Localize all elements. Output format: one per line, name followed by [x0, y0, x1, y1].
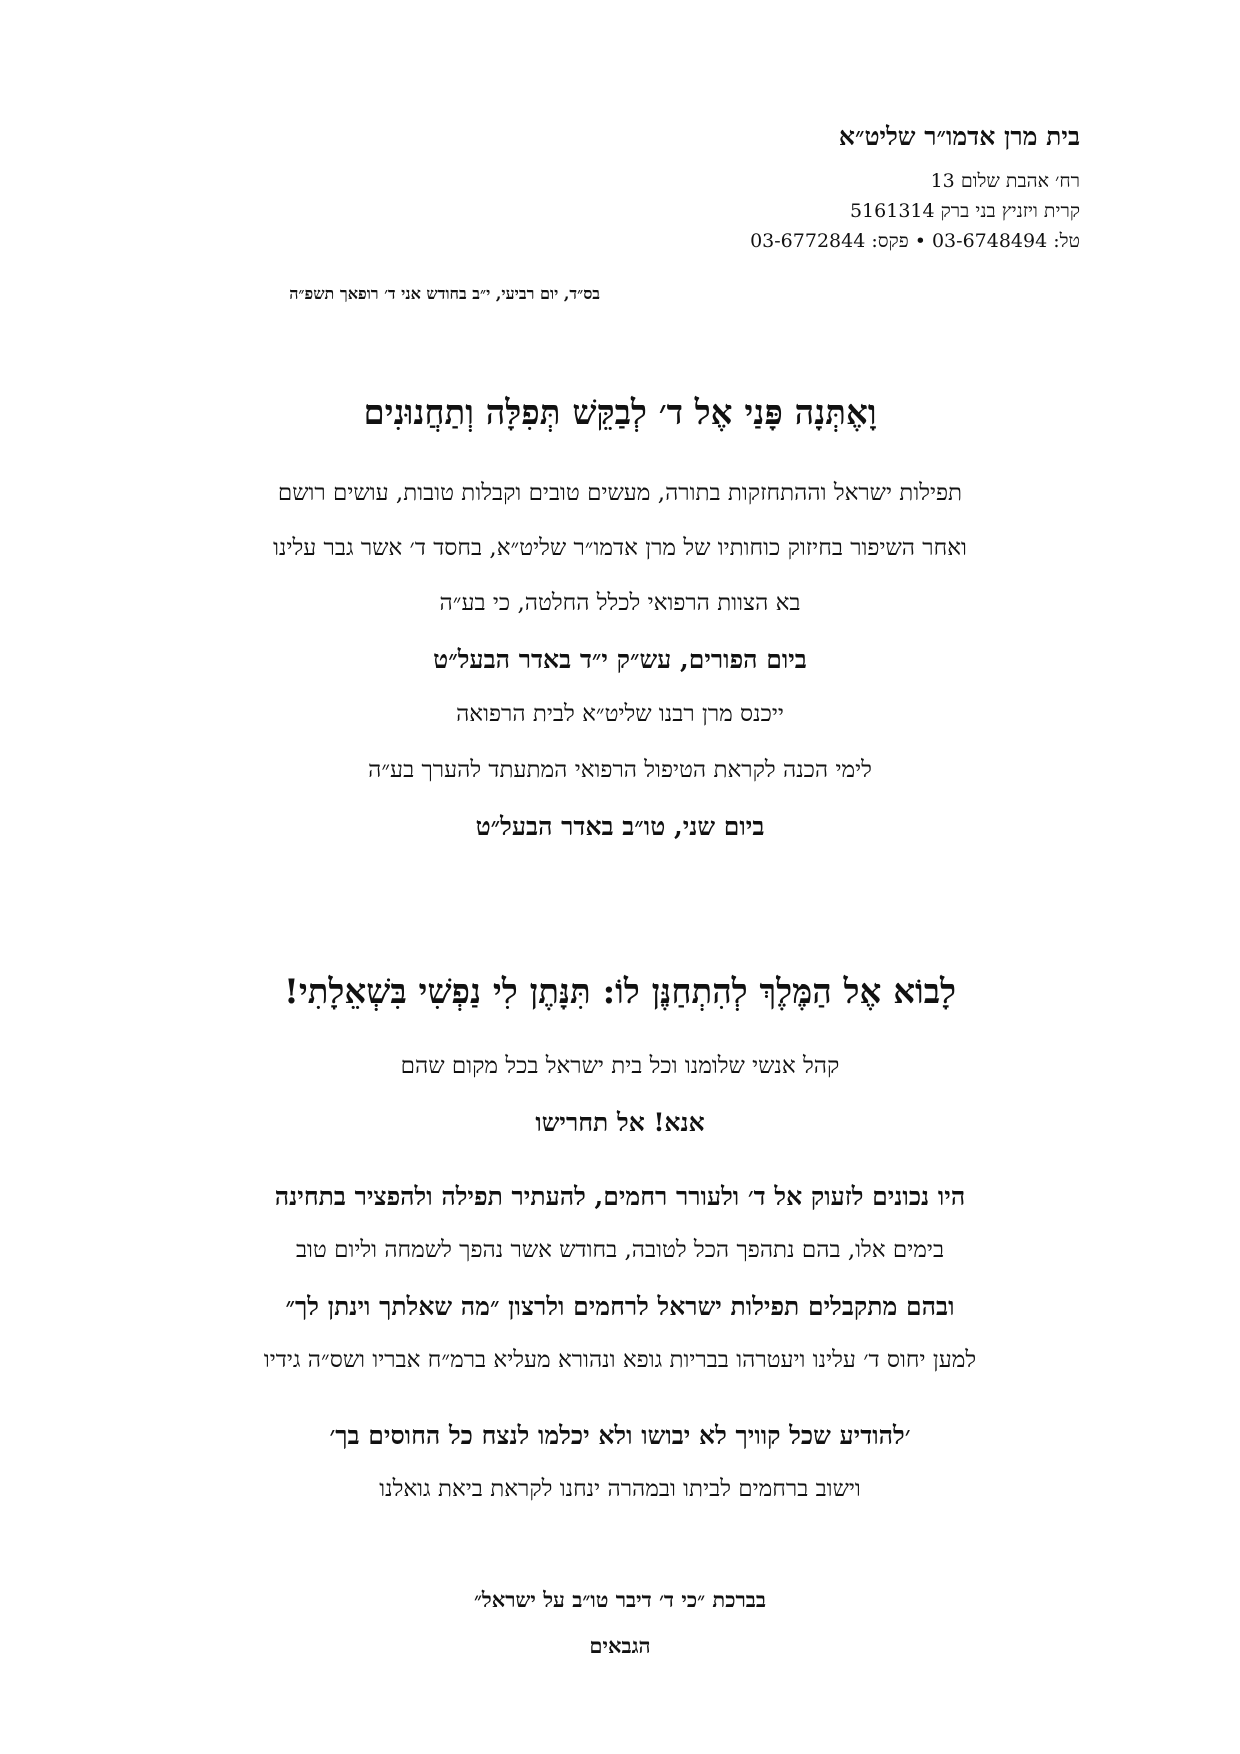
section1-line-6: לימי הכנה לקראת הטיפול הרפואי המתעתד להערך בע״ה — [368, 757, 872, 783]
closing-signature: הגבאים — [589, 1633, 651, 1658]
section2-heading: לָבוֹא אֶל הַמֶּלֶךְ לְהִתְחַנֶּן לוֹ: תִּנָּתֶן לִי נַפְשִׁי בִּשְׁאֵלָתִי! — [283, 972, 957, 1012]
section2-line-2: אנא! אל תחרישו — [535, 1108, 705, 1137]
section2-line-1: קהל אנשי שלומנו וכל בית ישראל בכל מקום שהם — [400, 1053, 840, 1079]
section2-line-5: ובהם מתקבלים תפילות ישראל לרחמים ולרצון ״מה שאלתך וינתן לך״ — [285, 1292, 955, 1321]
section1-line-5: ייכנס מרן רבנו שליט״א לבית הרפואה — [456, 701, 784, 727]
section1-line-4: ביום הפורים, עש״ק י״ד באדר הבעל״ט — [433, 645, 807, 674]
section1-line-2: ואחר השיפור בחיזוק כוחותיו של מרן אדמו״ר שליט״א, בחסד ד׳ אשר גבר עלינו — [273, 535, 967, 561]
letterhead-phones: טל: 03-6748494 • פקס: 03-6772844 — [750, 230, 1080, 252]
section2-line-4: בימים אלו, בהם נתהפך הכל לטובה, בחודש אשר נהפך לשמחה וליום טוב — [295, 1237, 945, 1263]
letterhead-address: רח׳ אהבת שלום 13 — [930, 170, 1080, 192]
letterhead — [660, 122, 1080, 256]
section2-line-3: היו נכונים לזעוק אל ד׳ ולעורר רחמים, להעתיר תפילה ולהפציר בתחינה — [274, 1182, 966, 1211]
section1-line-3: בא הצוות הרפואי לכלל החלטה, כי בע״ה — [439, 590, 801, 616]
section2-line-7: ׳להודיע שכל קוויך לא יבושו ולא יכלמו לנצח כל החוסים בך׳ — [329, 1421, 911, 1450]
date-line: בס״ד, יום רביעי, י״ב בחודש אני ד׳ רופאך תשפ״ה — [289, 284, 600, 303]
section2-line-8: וישוב ברחמים לביתו ובמהרה ינחנו לקראת ביאת גואלנו — [379, 1476, 861, 1502]
section1-line-7: ביום שני, טו״ב באדר הבעל״ט — [475, 812, 765, 841]
section1-line-1: תפילות ישראל וההתחזקות בתורה, מעשים טובים וקבלות טובות, עושים רושם — [277, 480, 963, 506]
closing-blessing: בברכת ״כי ד׳ דיבר טו״ב על ישראל״ — [473, 1587, 767, 1612]
section1-heading: וָאֶתְּנָה פָּנַי אֶל ד׳ לְבַקֵּשׁ תְּפִלָּה וְתַחֲנוּנִים — [363, 393, 877, 433]
section2-line-6: למען יחוס ד׳ עלינו ויעטרהו בבריות גופא ונהורא מעליא ברמ״ח אבריו ושס״ה גידיו — [263, 1347, 977, 1373]
letterhead-title: בית מרן אדמו״ר שליט״א — [838, 122, 1080, 151]
letterhead-city: קרית ויזניץ בני ברק 5161314 — [849, 200, 1080, 222]
